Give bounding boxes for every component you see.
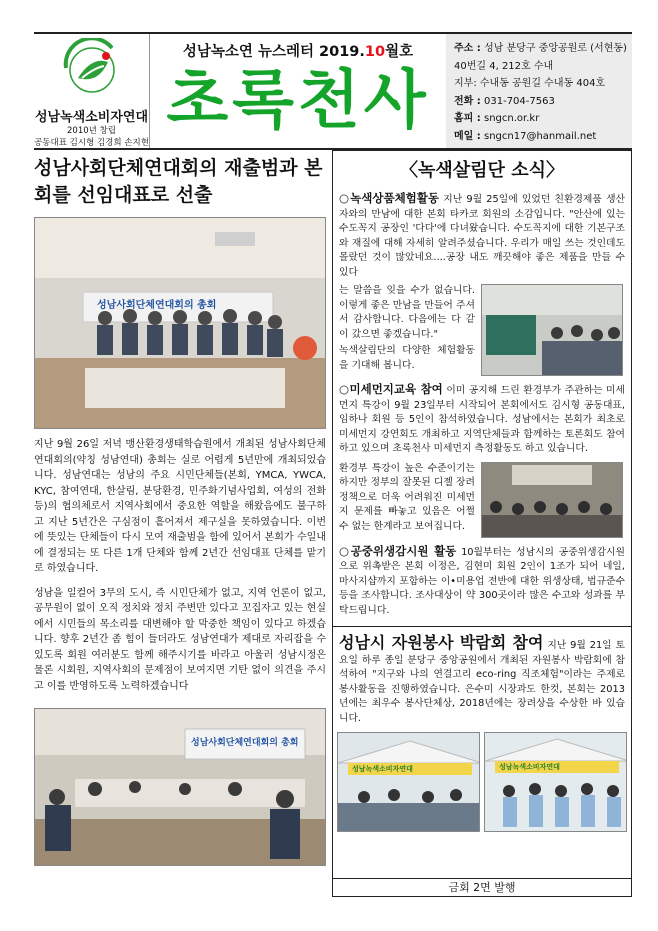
issue-month: 10 [364,44,386,60]
web-line: 홈피 : sngcn.or.kr [454,113,540,124]
lead-paragraph-1: 지난 9월 26일 저녁 맹산환경생태학습원에서 개최된 성남사회단체연대회의(약칭 성남연대) 총회는 실로 어렵게 5년만에 개최되었습니다. 성남연대는 성남의 주요 시민단체들(본회, YMCA, YWCA, KYC, 참여연대, 한살림, 분당환경, 민주화기념사업회, 여성의 전화 등)의 협의체로서 지역사회에서 중요한 역할을 해왔음에도 불구하고 지난 5년간은 구심점이 흩어져서 제구실을 못하였습니다. 이번에 뜻있는 단체들이 다시 모여 재출범을 함에 있어서 본회가 수일내에 결정되는 또 다른 1개 단체와 함께 2년간 선임대표 단체를 맡기로 하였습니다. [34,439,326,574]
branch-line: 지부: 수내동 공원길 수내동 404호 [454,78,606,89]
page-count-note: 금회 2면 발행 [332,879,632,897]
news-item1-text3: 녹색살림단의 다양한 체험활동을 기대해 봅니다. [339,345,475,371]
news-item1-text: 지난 9월 25일에 있었던 친환경제품 생산자와의 만남에 대한 본회 타카코 회원의 소감입니다. "안산에 있는 수도꼭지 공장인 '다다'에 다녀왔습니다. 수도꼭지에 대한 기본구조와 재질에 대해 자세히 알려주셨습니다. 우리가 매일 쓰는 것인데도 몰랐던 것이 많았네요....공장 내도 깨끗해야 좋은 제품을 만들 수 있다 [339,194,626,278]
news-item2-text: 이미 공지해 드린 환경부가 주관하는 미세먼지 특강이 9월 23일부터 시작되어 본회에서도 김시형 공동대표, 임하나 회원 등 5인이 참석하였습니다. 성남에서는 본회가 최초로 미세먼지 강연회도 개최하고 지역단체들과 함께하는 토론회도 참여하고 있으며 초록천사 미세먼지 측정활동도 하고 있습니다. [339,385,625,454]
news-item-fine-dust [333,382,631,457]
booth-photo-2 [484,732,627,832]
meeting-discussion-photo [34,708,326,866]
green-consumer-logo [60,38,124,102]
photo-banner: 성남사회단체연대회의 총회 [97,300,217,311]
lead-headline: 성남사회단체연대회의 재출범과 본회를 선임대표로 선출 [34,157,323,206]
founded-year: 2010년 창립 [67,126,116,136]
booth-banner-2: 성남녹색소비자연대 [499,763,560,771]
news-panel [332,150,632,879]
booth-banner-1: 성남녹색소비자연대 [352,765,413,773]
news-item2-text2: 환경부 특강이 높은 수준이기는 하지만 정부의 잘못된 디젤 장려정책으로 더욱 어려워진 미세먼지 문제를 빠놓고 있음은 어쩔 수 없는 한계라고 보여집니다. [339,462,475,532]
news-item3-text: 10월부터는 성남시의 공중위생감시원으로 위촉받은 본회 이정은, 김현미 회원 2인이 1조가 되어 네일, 마사지샵까지 포함하는 이•미용업 전반에 대한 위생상태, 법규준수 등을 조사합니다. 조사대상이 약 300곳이라 많은 수고와 성과를 부탁드립니다. [339,546,625,616]
newsletter-title-block [150,34,446,148]
mail-line: 메일 : sngcn17@hanmail.net [454,130,597,142]
factory-visit-photo [481,284,623,376]
news-item2-title: ○미세먼지교육 참여 [339,382,443,396]
news-section-title: 〈녹색살림단 소식〉 [400,160,564,181]
booth-photo-1 [337,732,480,832]
news-item2-continued [333,462,631,538]
newsletter-name: 초록천사 [166,63,430,138]
email-link[interactable]: sngcn17@hanmail.net [484,130,597,142]
volunteer-headline: 성남시 자원봉사 박람회 참여 [339,633,544,652]
lecture-photo [481,462,623,538]
volunteer-text: 지난 9월 21일 토요일 하루 종일 분당구 중앙공원에서 개최된 자원봉사 박람회에 참석하여 "지구와 나의 연결고리 eco-ring 직조체험"이라는 주제로 봉사활동을 진행하였습니다. 은수미 시장과도 한컷, 본회는 2013년에는 최우수 봉사단체상, 2018년에는 장려상을 수상한 바 있습니다. [339,640,625,724]
news-item-hygiene [333,544,631,619]
lead-story [34,153,326,866]
general-meeting-photo [34,217,326,429]
org-name: 성남녹색소비자연대 [34,110,149,125]
org-logo-block [34,34,150,148]
website-link[interactable]: sngcn.or.kr [484,113,540,124]
volunteer-photos [333,726,631,832]
news-item-green-products [333,191,631,280]
news-item1-continued [333,284,631,376]
address-line: 주소 : 성남 분당구 중앙공원로 (서현동) 40번길 4, 212호 수내 [454,43,627,72]
news-item3-title: ○공중위생감시원 활동 [339,543,457,558]
phone-line: 전화 : 031-704-7563 [454,95,555,107]
contact-block [446,34,632,148]
news-item1-title: ○녹색상품체험활동 [339,191,440,205]
lead-paragraph-2: 성남을 일컬어 3무의 도시, 즉 시민단체가 없고, 지역 언론이 없고, 공무원이 없이 오직 정치와 정치 주변만 있다고 꼬집자고 있는 현실에서 시민들의 목소리를 대변해야 할 막중한 책임이 있다고 하겠습니다. 향후 2년간 좀 힘이 들더라도 성남연대가 제대로 자리잡을 수 있도록 회원 여러분도 함께 해주시기를 바라고 아울러 성남시정은 물론 시회원, 지역사회의 문제점이 보여지면 기탄 없이 의견을 주시고 이를 반영하도록 노력하겠습니다 [34,587,326,692]
issue-prefix: 성남녹소연 뉴스레터 2019. [182,44,365,60]
issue-suffix: 월호 [385,44,414,60]
representatives: 공동대표 김시형 김경희 손지현 [34,138,149,148]
photo2-banner: 성남사회단체연대회의 총회 [191,738,299,748]
news-item1-text2: 는 말씀을 잊을 수가 없습니다. 이렇게 좋은 만남을 만들어 주셔서 감사합니다. 다음에는 다 같이 갔으면 좋겠습니다." [339,285,475,340]
volunteer-article [333,626,631,832]
masthead-header [34,32,632,150]
newsletter-issue [150,40,446,61]
